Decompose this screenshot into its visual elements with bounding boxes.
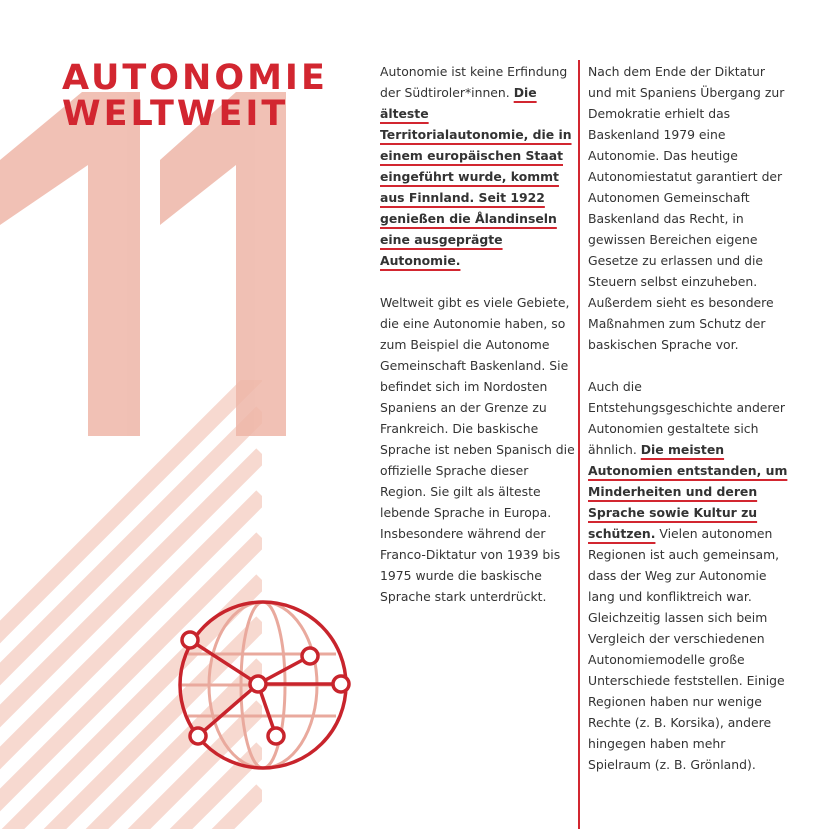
title-line-2: WELTWEIT — [62, 94, 289, 134]
title-line-1: AUTONOMIE — [62, 58, 328, 98]
column1-paragraph-2: Weltweit gibt es viele Gebiete, die eine Autonomie haben, so zum Beispiel die Autonome Gemeinschaft Baskenland. Sie befindet sich im Nordosten Spaniens an der Grenze zu Frankreich. Die baskische Sprache ist neben Spanisch die offizielle Sprache dieser Region. Sie gilt als älteste lebende Sprache in Europa. Insbesondere während der Franco-Diktatur von 1939 bis 1975 wurde die baskische Sprache stark unterdrückt. — [380, 295, 575, 604]
number-eleven-shape — [0, 92, 286, 436]
text-column-left — [380, 61, 575, 607]
column1-intro: Autonomie ist keine Erfindung der Südtiroler*innen. — [380, 64, 568, 100]
column2-paragraph-1: Nach dem Ende der Diktatur und mit Spaniens Übergang zur Demokratie erhielt das Baskenland 1979 eine Autonomie. Das heutige Autonomiestatut garantiert der Autonomen Gemeinschaft Baskenland das Recht, in gewissen Bereichen eigene Gesetze zu erlassen und die Steuern selbst einzuheben. Außerdem sieht es besondere Maßnahmen zum Schutz der baskischen Sprache vor. — [588, 64, 785, 352]
page-title — [62, 60, 328, 132]
column2-rest: Vielen autonomen Regionen ist auch gemeinsam, dass der Weg zur Autonomie lang und konfliktreich war. Gleichzeitig lassen sich beim Vergleich der verschiedenen Autonomiemodelle große Unterschiede feststellen. Einige Regionen haben nur wenige Rechte (z. B. Korsika), andere hingegen haben mehr Spielraum (z. B. Grönland). — [588, 526, 785, 772]
column-divider — [578, 60, 580, 829]
column2-highlight: Die meisten Autonomien entstanden, um Minderheiten und deren Sprache sowie Kultur zu schützen. — [588, 442, 788, 541]
column2-paragraph-2 — [588, 376, 788, 775]
text-column-right — [588, 61, 788, 775]
column2-intro: Auch die Entstehungsgeschichte anderer Autonomien gestaltete sich ähnlich. — [588, 379, 785, 457]
globe-network-icon — [174, 596, 352, 774]
column1-highlight: Die älteste Territorialautonomie, die in einem europäischen Staat eingeführt wurde, kommt aus Finnland. Seit 1922 genießen die Ålandinseln eine ausgeprägte Autonomie. — [380, 85, 572, 268]
column1-paragraph-1 — [380, 61, 575, 271]
